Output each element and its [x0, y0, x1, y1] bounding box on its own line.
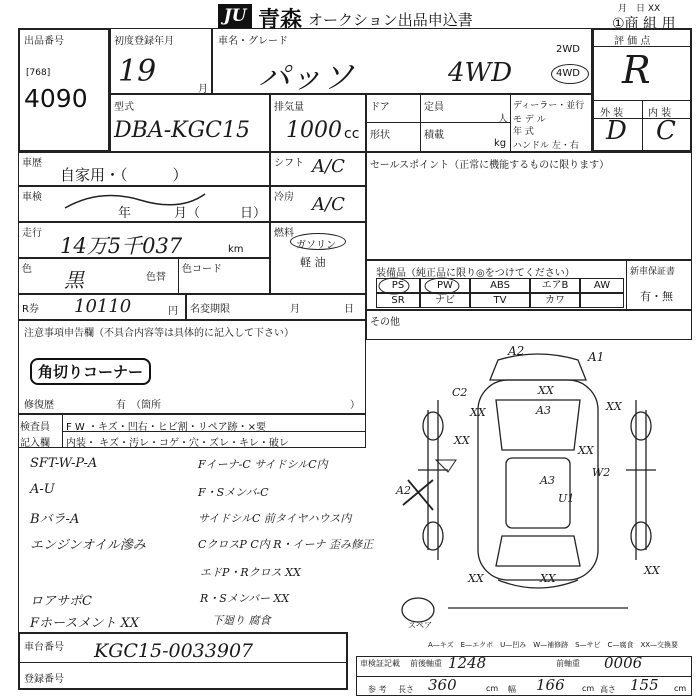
- mark-15: XX: [644, 564, 660, 577]
- type-label: 型式: [114, 102, 134, 113]
- mark-7: XX: [454, 434, 470, 447]
- equip-navi: ナビ: [420, 293, 470, 308]
- transfer-month: 月: [290, 304, 300, 315]
- caution-stamp: 角切りコーナー: [30, 358, 151, 385]
- lot-label: 出品番号: [24, 36, 64, 47]
- transfer-day: 日: [344, 304, 354, 315]
- note-left-0: SFT-W-P-A: [30, 456, 98, 471]
- brand-name: 青森: [258, 7, 303, 33]
- other-box: [366, 310, 692, 340]
- usage-value: 自家用・（ ）: [60, 166, 188, 184]
- caution-label: 注意事項申告欄（不具合内容等は具体的に記入して下さい）: [24, 328, 294, 339]
- equip-circles: [376, 276, 486, 296]
- shift-label: シフト: [274, 158, 304, 169]
- equip-leather: カワ: [530, 293, 580, 308]
- note-left-5: Fホースメント XX: [30, 616, 140, 631]
- dim-length-cm: cm: [486, 684, 499, 693]
- first-reg-month: 月: [198, 84, 208, 95]
- displacement-unit: cc: [344, 126, 360, 142]
- note-left-3: エンジンオイル滲み: [30, 538, 146, 553]
- door-label: ドア: [370, 102, 390, 113]
- mileage-unit: km: [228, 244, 244, 255]
- equip-blank: [580, 293, 624, 308]
- registration-label: 登録番号: [24, 674, 64, 685]
- inspection-day: 日）: [240, 206, 267, 221]
- displacement-value: 1000: [286, 118, 342, 143]
- dim-length-value: 360: [428, 676, 457, 694]
- note-right-0: Fイーナ-C サイドシルC内: [198, 458, 328, 471]
- dim-height-value: 155: [630, 676, 659, 694]
- dealer-handle: ハンドル 左・右: [513, 141, 579, 151]
- inspection-year: 年: [118, 206, 132, 221]
- exterior-grade: D: [606, 116, 627, 146]
- dealer-label: ディーラー・並行: [513, 101, 585, 111]
- capacity-unit: 人: [498, 114, 508, 125]
- recycle-value: 10110: [74, 296, 132, 317]
- note-left-4: ロアサポC: [30, 594, 92, 609]
- mark-14: XX: [540, 572, 556, 585]
- first-reg-value: 19: [118, 54, 157, 89]
- dim-frame-value: 1248: [448, 654, 487, 672]
- load-label: 積載: [424, 130, 444, 141]
- mark-10: W2: [592, 466, 611, 479]
- interior-grade: C: [656, 116, 676, 146]
- dim-length-label: 長さ: [398, 685, 414, 694]
- capacity-label: 定員: [424, 102, 444, 113]
- color-box: [18, 258, 270, 294]
- equip-tv: TV: [470, 293, 530, 308]
- mark-8: XX: [578, 444, 594, 457]
- mark-2: C2: [452, 386, 468, 399]
- transfer-label: 名変期限: [190, 304, 230, 315]
- displacement-label: 排気量: [274, 102, 304, 113]
- dim-frame-label: 前後軸重: [410, 659, 442, 668]
- note-left-2: Bバラ-A: [30, 512, 80, 527]
- repair-close: ）: [350, 400, 360, 411]
- equip-abs: ABS: [470, 278, 530, 293]
- color-tone-label: 色替: [146, 272, 166, 283]
- dim-ref2: 参 考: [368, 685, 387, 694]
- model-value: パッソ: [258, 58, 355, 96]
- lot-number: 4090: [24, 84, 88, 113]
- dealer-model: モ デ ル: [513, 115, 546, 125]
- inspection-strike: [60, 186, 210, 212]
- note-left-1: A-U: [30, 482, 55, 497]
- lot-small-code: [768]: [26, 68, 51, 78]
- fuel-label: 燃料: [274, 228, 294, 239]
- color-label: 色: [22, 264, 32, 275]
- equip-ps: PS: [376, 278, 420, 293]
- equip-pw: PW: [420, 278, 470, 293]
- dim-ref1: 車検証記載: [360, 659, 400, 668]
- note-right-5: R・Sメンバー XX: [200, 592, 290, 605]
- equip-aw: AW: [580, 278, 624, 293]
- dim-extra-label: 前軸重: [556, 659, 580, 668]
- note-right-6: 下廻り 腐食: [212, 614, 271, 627]
- mileage-label: 走行: [22, 228, 42, 239]
- note-right-2: サイドシルC 前タイヤハウス内: [198, 512, 352, 525]
- warranty-value: 有・無: [640, 290, 673, 303]
- dim-width-cm: cm: [582, 684, 595, 693]
- chassis-label: 車台番号: [24, 642, 64, 653]
- dim-width-label: 幅: [508, 685, 516, 694]
- grade-label: 評 価 点: [614, 36, 651, 47]
- equip-sr: SR: [376, 293, 420, 308]
- exterior-label: 外 装: [600, 108, 624, 119]
- mark-12: A2: [396, 484, 411, 497]
- fuel-diesel: 軽 油: [300, 256, 326, 269]
- equipment-label: 装備品（純正品に限り◎をつけてください）: [376, 268, 575, 279]
- mark-1: A1: [588, 350, 605, 364]
- color-value: 黒: [64, 268, 84, 292]
- usage-label: 車歴: [22, 158, 42, 169]
- dealer-year: 年 式: [513, 127, 534, 137]
- warranty-label: 新車保証書: [630, 267, 676, 277]
- repair-label: 修復歴: [24, 400, 54, 411]
- model-drive: 4WD: [448, 58, 513, 88]
- mark-9: A3: [540, 474, 555, 487]
- drive-4wd: 4WD: [556, 68, 580, 79]
- inspector-row-1: F W ・キズ・凹右・ヒビ割・リペア跡・×要: [66, 422, 266, 433]
- mark-3: XX: [470, 406, 486, 419]
- equip-airbag: エアB: [530, 278, 580, 293]
- fuel-gasoline: ガソリン: [296, 240, 336, 251]
- mark-13: XX: [468, 572, 484, 585]
- recycle-label: R券: [22, 304, 39, 315]
- mark-0: A2: [508, 344, 525, 358]
- inspection-month: 月（: [174, 206, 201, 221]
- fuel-gas-circle: [290, 233, 346, 250]
- inspector-label-2: 記入欄: [20, 438, 50, 449]
- car-diagram: [378, 340, 692, 630]
- load-unit: kg: [494, 138, 507, 149]
- cooler-label: 冷房: [274, 192, 294, 203]
- shift-value: A/C: [312, 156, 345, 177]
- sales-point-label: セールスポイント（正常に機能するものに限ります）: [370, 160, 610, 171]
- mark-11: U1: [558, 492, 575, 505]
- cooler-value: A/C: [312, 194, 345, 215]
- chassis-value: KGC15-0033907: [94, 640, 254, 662]
- model-label: 車名・グレード: [218, 36, 288, 47]
- other-label: その他: [370, 317, 400, 328]
- grade-score: R: [622, 48, 651, 92]
- shape-label: 形状: [370, 130, 390, 141]
- dim-extra-value: 0006: [604, 654, 643, 672]
- date-note: 月 日 XX: [618, 4, 661, 14]
- interior-label: 内 装: [648, 108, 672, 119]
- exhibit-type: ①商 組 用: [612, 16, 676, 32]
- recycle-unit: 円: [168, 306, 178, 317]
- inspection-label: 車検: [22, 192, 42, 203]
- dim-width-value: 166: [536, 676, 565, 694]
- repair-value: 有 （箇所: [116, 400, 161, 411]
- dim-height-label: 高さ: [600, 685, 616, 694]
- note-right-1: F・Sメンバ-C: [198, 486, 269, 499]
- note-right-3: CクロスP C内 R・イーナ 歪み修正: [198, 538, 374, 551]
- drive-2wd: 2WD: [556, 44, 580, 55]
- first-reg-label: 初度登録年月: [114, 36, 174, 47]
- type-value: DBA-KGC15: [114, 118, 250, 143]
- mileage-value: 14万5千037: [60, 234, 183, 258]
- note-right-4: エドP・Rクロス XX: [200, 566, 301, 579]
- page-title: オークション出品申込書: [308, 11, 473, 29]
- mark-6: XX: [606, 400, 622, 413]
- diagram-legend: A—キズ E—エクボ U—凹み W—補修跡 S—サビ C—腐食 XX—交換要: [428, 641, 679, 649]
- spare-label: スペア: [408, 621, 432, 630]
- dim-height-cm: cm: [674, 684, 687, 693]
- inspector-label-1: 検査員: [20, 422, 50, 433]
- color-code-label: 色コード: [182, 264, 222, 275]
- logo: JU: [218, 4, 252, 28]
- mark-4: XX: [538, 384, 554, 397]
- inspector-row-2: 内装・ キズ・汚レ・コゲ・穴・ズレ・キレ・破レ: [66, 438, 289, 449]
- mark-5: A3: [536, 404, 551, 417]
